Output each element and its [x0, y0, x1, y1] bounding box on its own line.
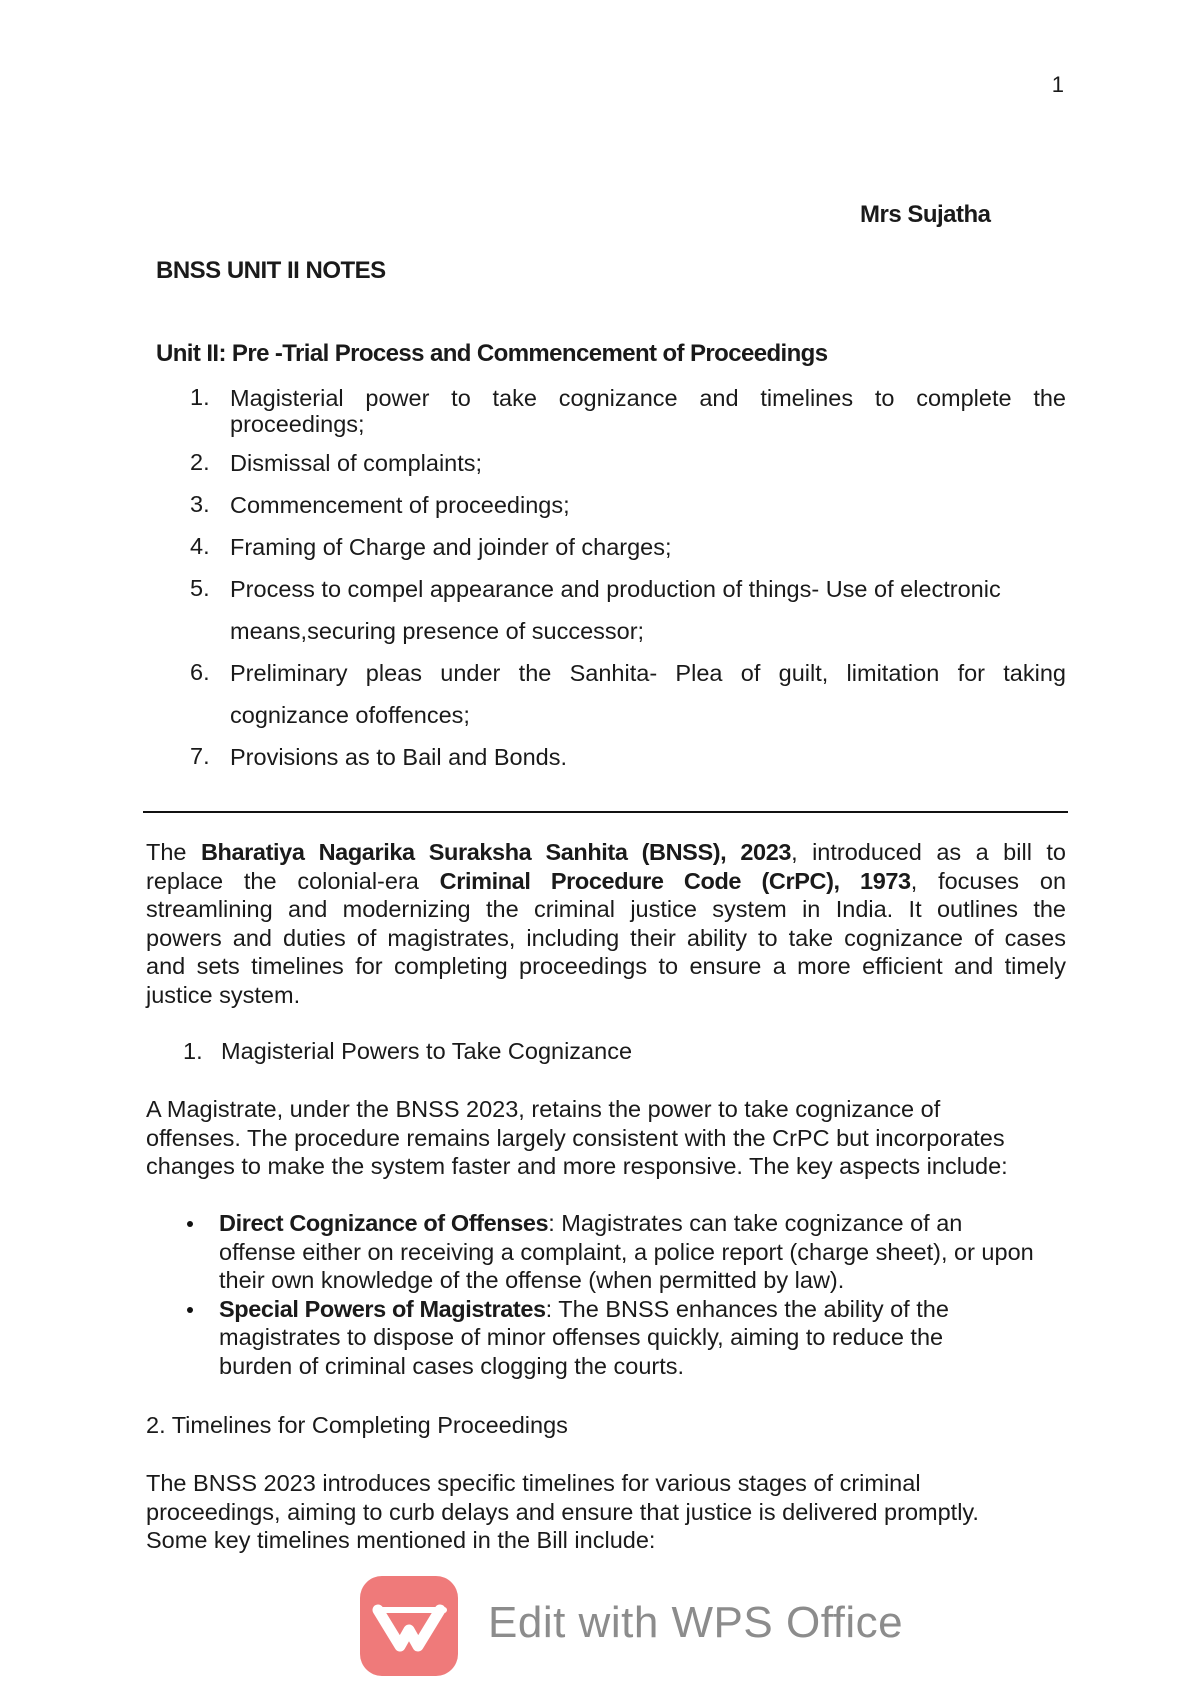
- section-2-heading: 2. Timelines for Completing Proceedings: [146, 1412, 568, 1438]
- intro-text: , introduced as a bill to: [791, 839, 1067, 865]
- topic-item: [190, 384, 1066, 436]
- paragraph-line: The BNSS 2023 introduces specific timelines for various stages of criminal: [146, 1470, 921, 1496]
- intro-text: replace the colonial-era: [146, 867, 440, 894]
- bullet-item: [183, 1209, 1083, 1295]
- topic-text: Framing of Charge and joinder of charges;: [230, 534, 672, 560]
- bullet-line: [219, 1209, 1083, 1238]
- paragraph-line: offenses. The procedure remains largely consistent with the CrPC but incorporates: [146, 1124, 1005, 1151]
- topic-list: [190, 384, 1066, 771]
- topic-item: [190, 449, 1066, 477]
- bullet-term: Special Powers of Magistrates: [219, 1295, 546, 1322]
- topic-item: [190, 533, 1066, 561]
- topic-text: means,securing presence of successor;: [230, 618, 645, 644]
- bullet-line: [219, 1295, 1083, 1324]
- topic-item: [190, 575, 1066, 645]
- bullet-list: [183, 1209, 1083, 1380]
- topic-text: Provisions as to Bail and Bonds.: [230, 744, 568, 770]
- intro-line: and sets timelines for completing proceedings to ensure a more efficient and timely: [146, 953, 1066, 979]
- bullet-text: : Magistrates can take cognizance of an: [548, 1210, 963, 1236]
- topic-number: 3.: [190, 491, 210, 517]
- intro-line: powers and duties of magistrates, including their ability to take cognizance of cases: [146, 924, 1066, 951]
- crpc-name: Criminal Procedure Code (CrPC), 1973: [439, 867, 911, 894]
- bullet-line: their own knowledge of the offense (when permitted by law).: [219, 1267, 845, 1293]
- author-name: Mrs Sujatha: [860, 201, 991, 228]
- intro-line: justice system.: [146, 981, 301, 1008]
- bnss-name: Bharatiya Nagarika Suraksha Sanhita (BNSS), 2023: [200, 839, 792, 865]
- topic-item: [190, 491, 1066, 519]
- unit-heading: Unit II: Pre -Trial Process and Commencement of Proceedings: [156, 340, 828, 367]
- section-title: Magisterial Powers to Take Cognizance: [221, 1038, 633, 1064]
- section-1-heading: [183, 1038, 632, 1065]
- document-title: BNSS UNIT II NOTES: [156, 257, 386, 284]
- bullet-text: : The BNSS enhances the ability of the: [545, 1295, 949, 1322]
- topic-number: 4.: [190, 533, 210, 559]
- intro-text: The: [146, 839, 201, 865]
- topic-number: 2.: [190, 449, 210, 475]
- topic-text: Commencement of proceedings;: [230, 492, 570, 518]
- wps-watermark[interactable]: [360, 1576, 920, 1676]
- wps-logo-icon: [360, 1576, 458, 1676]
- bullet-term: Direct Cognizance of Offenses: [219, 1210, 549, 1236]
- bullet-dot-icon: [187, 1307, 193, 1313]
- intro-line: [146, 867, 1066, 896]
- intro-text: , focuses on: [910, 867, 1067, 894]
- topic-text: Preliminary pleas under the Sanhita- Plea of guilt, limitation for taking: [230, 660, 1066, 686]
- topic-text: Process to compel appearance and production of things- Use of electronic: [230, 576, 1001, 602]
- wps-watermark-text: Edit with WPS Office: [488, 1598, 904, 1647]
- topic-number: 1.: [190, 384, 210, 410]
- intro-line: streamlining and modernizing the criminal justice system in India. It outlines the: [146, 896, 1066, 922]
- paragraph-line: proceedings, aiming to curb delays and ensure that justice is delivered promptly.: [146, 1498, 979, 1525]
- timelines-paragraph: [146, 1469, 1086, 1555]
- intro-line: [146, 838, 1066, 867]
- topic-text: Dismissal of complaints;: [230, 450, 483, 476]
- topic-item: [190, 659, 1066, 729]
- paragraph-line: Some key timelines mentioned in the Bill include:: [146, 1527, 656, 1553]
- topic-text: cognizance ofoffences;: [230, 702, 470, 728]
- topic-number: 5.: [190, 575, 210, 601]
- horizontal-divider: [143, 811, 1068, 813]
- topic-number: 6.: [190, 659, 210, 685]
- topic-item: [190, 743, 1066, 771]
- topic-text: Magisterial power to take cognizance and timelines to complete the: [230, 385, 1066, 411]
- topic-number: 7.: [190, 743, 210, 769]
- cognizance-paragraph: [146, 1095, 1086, 1181]
- bullet-dot-icon: [187, 1221, 193, 1227]
- paragraph-line: changes to make the system faster and more responsive. The key aspects include:: [146, 1153, 1008, 1179]
- bullet-line: magistrates to dispose of minor offenses quickly, aiming to reduce the: [219, 1324, 944, 1350]
- bullet-line: burden of criminal cases clogging the courts.: [219, 1352, 685, 1379]
- paragraph-line: A Magistrate, under the BNSS 2023, retains the power to take cognizance of: [146, 1096, 941, 1122]
- page-number: 1: [1051, 72, 1064, 97]
- bullet-item: [183, 1295, 1083, 1381]
- topic-text: proceedings;: [230, 411, 365, 437]
- bullet-line: offense either on receiving a complaint, a police report (charge sheet), or upon: [219, 1238, 1034, 1265]
- intro-paragraph: [146, 838, 1066, 1009]
- section-number: 1.: [183, 1038, 203, 1064]
